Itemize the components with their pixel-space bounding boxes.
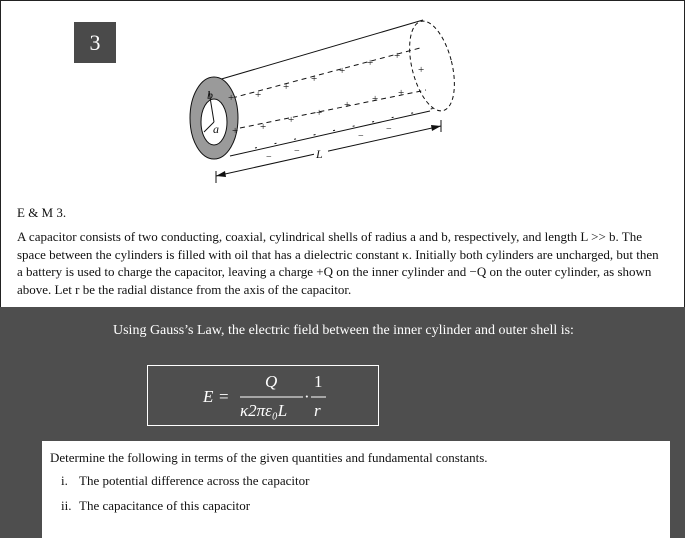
- plus-sign: +: [367, 57, 374, 69]
- plus-sign: +: [283, 81, 290, 93]
- formula-numerator-1: 1: [314, 372, 323, 391]
- coaxial-capacitor-figure: [180, 8, 480, 193]
- problem-number-badge: 3: [74, 22, 116, 63]
- label-L: L: [316, 147, 323, 161]
- plus-sign: +: [372, 93, 379, 105]
- plus-sign: +: [255, 89, 262, 101]
- minus-sign: −: [266, 152, 272, 163]
- question-item-text: The capacitance of this capacitor: [79, 498, 251, 513]
- minus-sign: −: [294, 146, 300, 157]
- formula-svg: [148, 366, 378, 425]
- formula-equals: =: [219, 387, 229, 406]
- length-right-arrow: [431, 125, 441, 131]
- formula-denominator-1: κ2πε₀L: [240, 401, 288, 420]
- plus-sign: +: [344, 99, 351, 111]
- question-item-number: ii.: [61, 498, 72, 513]
- plus-sign: +: [260, 121, 267, 133]
- formula-lhs: E: [203, 387, 214, 406]
- plus-sign: +: [232, 125, 239, 137]
- formula-denominator-r: r: [314, 401, 321, 420]
- problem-statement: [17, 228, 667, 298]
- plus-sign: +: [339, 65, 346, 77]
- minus-sign: −: [386, 124, 392, 135]
- question-intro: Determine the following in terms of the given quantities and fundamental constants.: [50, 450, 488, 465]
- outer-surface-dashes: [255, 108, 435, 148]
- problem-id: E & M 3.: [17, 205, 67, 220]
- problem-paragraph: A capacitor consists of two conducting, coaxial, cylindrical shells of radius a and b, respectively, and length L >> b. The space between the cylinders is filled with oil that has a dielectric constant κ. Initially both cylinders are uncharged, but then a battery is used to charge the capacitor, leaving a charge +Q on the inner cylinder and −Q on the outer cylinder, as shown above. Let r be the radial distance from the axis of the capacitor.: [17, 229, 659, 297]
- plus-sign: +: [394, 50, 401, 62]
- gauss-law-text: Using Gauss’s Law, the electric field between the inner cylinder and outer shell is:: [113, 323, 574, 338]
- electric-field-formula: [147, 365, 379, 426]
- plus-sign: +: [398, 87, 405, 99]
- label-a: a: [213, 122, 219, 136]
- cylinder-top-edge: [218, 20, 423, 80]
- question-box: [42, 441, 670, 538]
- question-item-text: The potential difference across the capacitor: [79, 473, 310, 488]
- cylinder-bottom-edge: [230, 111, 430, 156]
- label-b: b: [207, 88, 213, 102]
- formula-dot: ·: [304, 387, 310, 406]
- plus-sign: +: [418, 64, 425, 76]
- question-item: [61, 498, 250, 514]
- formula-numerator-q: Q: [265, 372, 278, 391]
- plus-sign: +: [311, 73, 318, 85]
- plus-sign: +: [228, 92, 235, 104]
- question-item: [61, 473, 309, 489]
- minus-sign: −: [358, 131, 364, 142]
- far-end-ellipse: [401, 17, 462, 116]
- plus-sign: +: [288, 114, 295, 126]
- length-left-arrow: [216, 171, 226, 177]
- question-item-number: i.: [61, 473, 68, 488]
- plus-sign: +: [316, 107, 323, 119]
